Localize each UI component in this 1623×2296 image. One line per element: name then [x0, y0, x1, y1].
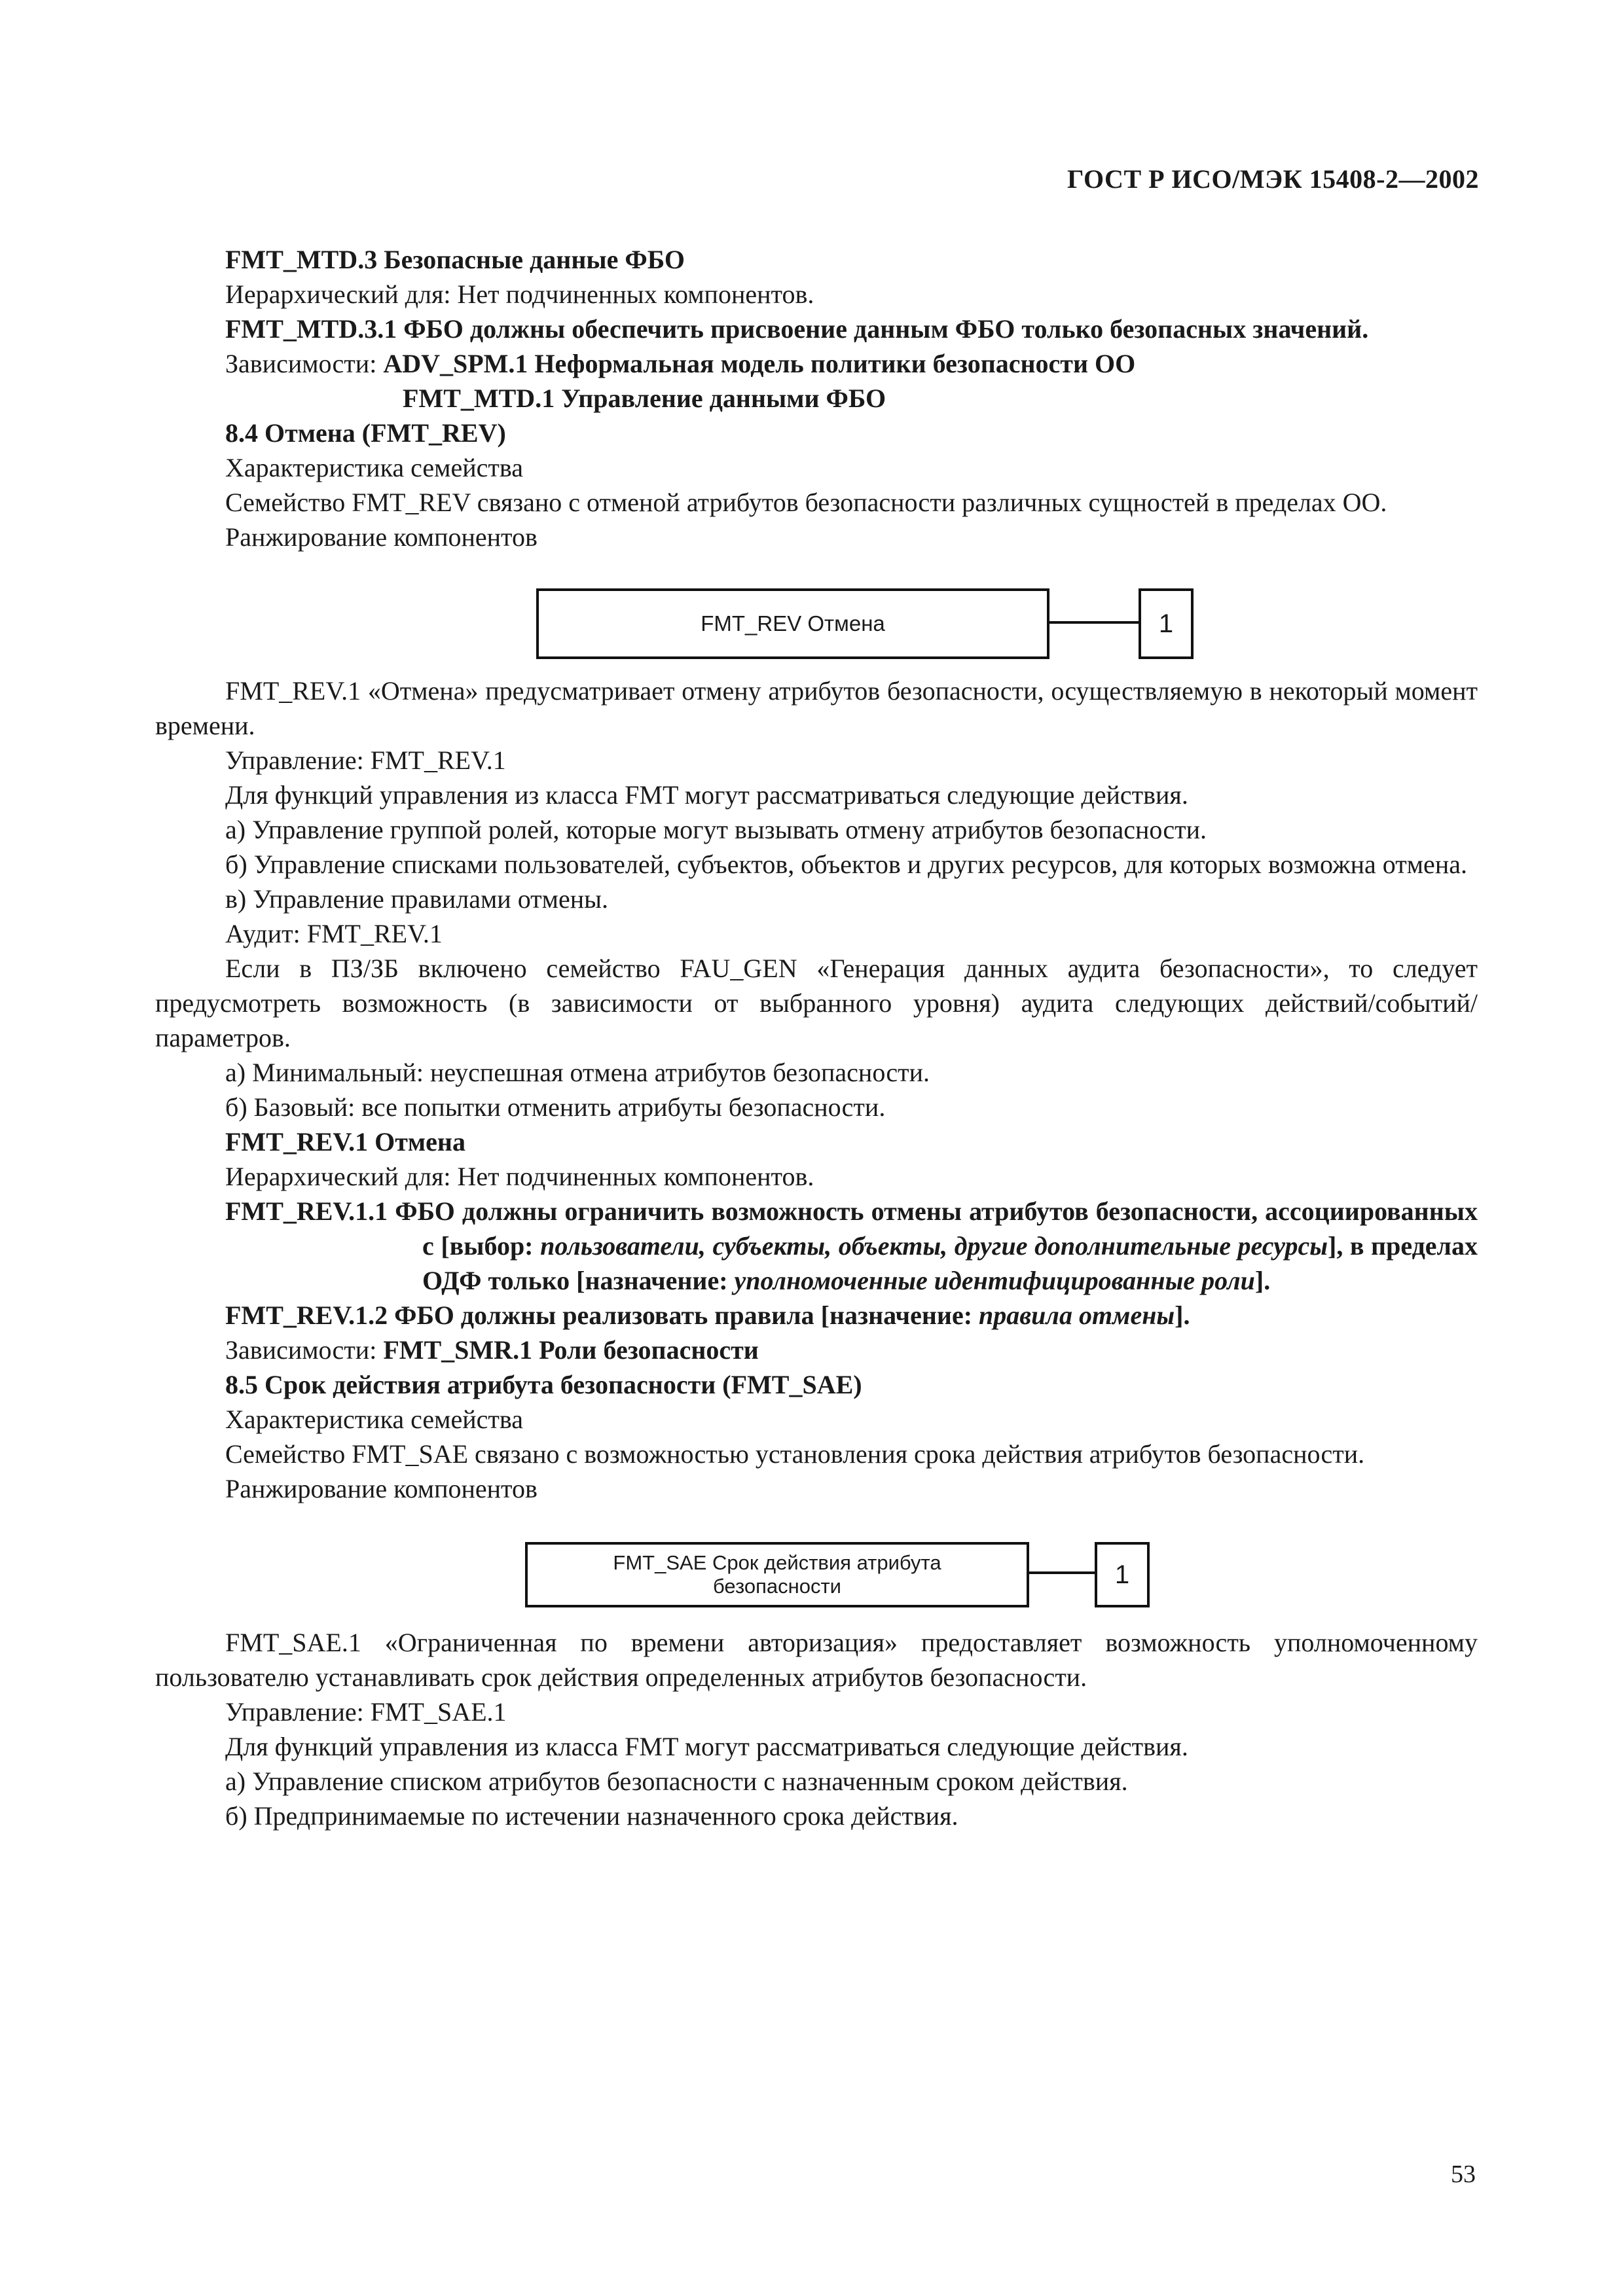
component-levelling-label: Ранжирование компонентов: [225, 522, 538, 552]
component-title-mtd3: FMT_MTD.3 Безопасные данные ФБО: [225, 245, 685, 274]
element-mtd3-1: FMT_MTD.3.1 ФБО должны обеспечить присвоение данным ФБО только безопасных значений.: [225, 314, 1369, 344]
component-title-rev1: FMT_REV.1 Отмена: [225, 1127, 465, 1157]
family-description: Семейство FMT_SAE связано с возможностью установления срока действия атрибутов безопасности.: [225, 1439, 1365, 1469]
document-header: ГОСТ Р ИСО/МЭК 15408-2—2002: [1067, 164, 1479, 194]
element-rev1-1: FMT_REV.1.1 ФБО должны ограничить возможность отмены атрибутов безопасности, ассоциированных с [выбор: пользователи, субъекты, объекты, другие дополнительные ресурсы], в пределах ОДФ только [назначение: уполномоченные идентифицированные роли].: [225, 1196, 1478, 1295]
element-rev1-2: FMT_REV.1.2 ФБО должны реализовать правила [назначение: правила отмены].: [225, 1300, 1190, 1330]
management-item: а) Управление списком атрибутов безопасности с назначенным сроком действия.: [225, 1767, 1128, 1796]
management-item: б) Предпринимаемые по истечении назначенного срока действия.: [225, 1801, 958, 1831]
family-box: FMT_REV Отмена: [536, 588, 1049, 659]
audit-label: Аудит: FMT_REV.1: [225, 919, 443, 948]
family-box-line: FMT_SAE Срок действия атрибута: [613, 1551, 941, 1575]
dependency-continued: FMT_MTD.1 Управление данными ФБО: [403, 384, 886, 413]
component-level-box: 1: [1139, 588, 1194, 659]
section-heading-rev: 8.4 Отмена (FMT_REV): [225, 418, 506, 448]
management-intro: Для функций управления из класса FMT могут рассматриваться следующие действия.: [225, 780, 1188, 810]
management-label: Управление: FMT_SAE.1: [225, 1697, 507, 1727]
management-item: а) Управление группой ролей, которые могут вызывать отмену атрибутов безопасности.: [225, 815, 1207, 844]
audit-item: б) Базовый: все попытки отменить атрибуты безопасности.: [225, 1092, 886, 1122]
document-body: [155, 242, 1478, 1833]
management-label: Управление: FMT_REV.1: [225, 745, 506, 775]
audit-item: а) Минимальный: неуспешная отмена атрибутов безопасности.: [225, 1058, 930, 1087]
component-description: FMT_SAE.1 «Ограниченная по времени авторизация» предоставляет возможность уполномоченному пользователю устанавливать срок действия определенных атрибутов безопасности.: [155, 1628, 1478, 1692]
family-characteristic-label: Характеристика семейства: [225, 453, 523, 482]
component-description: FMT_REV.1 «Отмена» предусматривает отмену атрибутов безопасности, осуществляемую в некоторый момент времени.: [155, 676, 1478, 740]
section-heading-sae: 8.5 Срок действия атрибута безопасности (FMT_SAE): [225, 1370, 862, 1399]
connector-line: [1029, 1571, 1095, 1574]
family-description: Семейство FMT_REV связано с отменой атрибутов безопасности различных сущностей в пределах ОО.: [225, 488, 1387, 517]
component-levelling-label: Ранжирование компонентов: [225, 1474, 538, 1503]
hierarchy-line: Иерархический для: Нет подчиненных компонентов.: [225, 279, 814, 309]
audit-intro: Если в ПЗ/ЗБ включено семейство FAU_GEN «Генерация данных аудита безопасности», то следует предусмотреть возможность (в зависимости от выбранного уровня) аудита следующих действий/событий/параметров.: [155, 954, 1478, 1052]
management-intro: Для функций управления из класса FMT могут рассматриваться следующие действия.: [225, 1732, 1188, 1761]
family-characteristic-label: Характеристика семейства: [225, 1405, 523, 1434]
component-level-box: 1: [1095, 1542, 1150, 1607]
dependencies-line: Зависимости: FMT_SMR.1 Роли безопасности: [225, 1335, 759, 1365]
page-number: 53: [1451, 2161, 1476, 2188]
dependencies-line: Зависимости: ADV_SPM.1 Неформальная модель политики безопасности ОО: [225, 349, 1136, 378]
family-box-line: безопасности: [713, 1575, 841, 1598]
management-item: б) Управление списками пользователей, субъектов, объектов и других ресурсов, для которых возможна отмена.: [225, 850, 1467, 879]
levelling-diagram-sae: [155, 1506, 1478, 1625]
management-item: в) Управление правилами отмены.: [225, 884, 608, 914]
hierarchy-line: Иерархический для: Нет подчиненных компонентов.: [225, 1162, 814, 1191]
family-box: [525, 1542, 1029, 1607]
connector-line: [1049, 621, 1139, 624]
levelling-diagram-rev: [155, 554, 1478, 673]
